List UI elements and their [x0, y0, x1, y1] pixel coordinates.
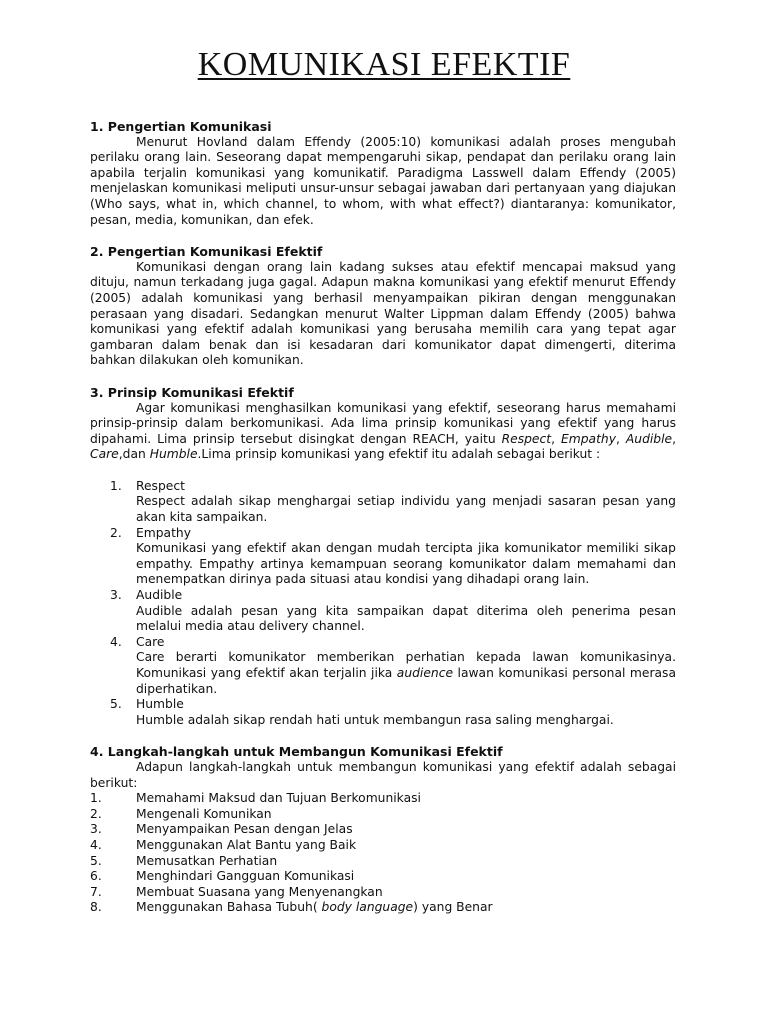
intro-text: .Lima prinsip komunikasi yang efektif itu adalah sebagai berikut :	[197, 447, 601, 462]
step-text: Mengenali Komunikan	[136, 806, 272, 821]
section-heading: 2. Pengertian Komunikasi Efektif	[90, 244, 323, 260]
term-body-language: body language	[321, 900, 414, 915]
term-humble: Humble	[149, 447, 198, 462]
prinsip-description	[136, 650, 676, 697]
desc-text: lawan komunikasi personal merasa diperhatikan.	[136, 666, 676, 696]
list-item	[90, 807, 676, 823]
list-item	[90, 479, 676, 526]
section-heading: 4. Langkah-langkah untuk Membangun Komunikasi Efektif	[90, 744, 503, 760]
section-pengertian-komunikasi-efektif	[90, 244, 676, 369]
intro-text: Agar komunikasi menghasilkan komunikasi yang efektif, seseorang harus memahami prinsip-prinsip dalam berkomunikasi. Ada lima prinsip komunikasi yang efektif yang harus dipahami. Lima prinsip tersebut disingkat dengan REACH, yaitu	[90, 400, 676, 446]
prinsip-name: Audible	[136, 588, 183, 603]
step-text: ) yang Benar	[413, 900, 493, 915]
list-number: 2.	[90, 806, 102, 821]
section-pengertian-komunikasi	[90, 119, 676, 228]
term-empathy: Empathy	[560, 431, 616, 446]
section-langkah-langkah	[90, 744, 676, 916]
list-number: 3.	[90, 822, 102, 837]
prinsip-name: Respect	[136, 478, 185, 493]
section-heading: 3. Prinsip Komunikasi Efektif	[90, 384, 294, 400]
list-number: 1.	[90, 791, 102, 806]
section-prinsip-komunikasi-efektif	[90, 385, 676, 728]
list-item	[90, 869, 676, 885]
separator: ,	[615, 431, 626, 446]
document-title: KOMUNIKASI EFEKTIF	[197, 46, 571, 83]
prinsip-description: Komunikasi yang efektif akan dengan mudah tercipta jika komunikator memiliki sikap empathy. Empathy artinya kemampuan seorang komunikator dalam memahami dan menempatkan dirinya pada situasi atau kondisi yang dihadapi orang lain.	[136, 541, 676, 587]
list-item	[90, 822, 676, 838]
list-number: 1.	[110, 478, 122, 493]
separator: ,	[551, 431, 561, 446]
section-paragraph: Menurut Hovland dalam Effendy (2005:10) komunikasi adalah proses mengubah perilaku orang lain. Seseorang dapat mempengaruhi sikap, pendapat dan perilaku orang lain apabila terjalin komunikasi yang komunikatif. Paradigma Lasswell dalam Effendy (2005) menjelaskan komunikasi meliputi unsur-unsur sebagai jawaban dari pertanyaan yang diajukan (Who says, what in, which channel, to whom, with what effect?) diantaranya: komunikator, pesan, media, komunikan, dan efek.	[90, 134, 676, 227]
step-text: Membuat Suasana yang Menyenangkan	[136, 884, 383, 899]
list-item	[90, 697, 676, 728]
list-item	[90, 526, 676, 588]
list-number: 8.	[90, 900, 102, 915]
prinsip-list	[90, 479, 676, 729]
prinsip-name: Empathy	[136, 525, 191, 540]
section-paragraph	[90, 401, 676, 463]
step-text: Menggunakan Bahasa Tubuh(	[136, 900, 322, 915]
list-item	[90, 635, 676, 697]
list-number: 2.	[110, 525, 122, 540]
term-care: Care	[90, 447, 119, 462]
step-text: Menghindari Gangguan Komunikasi	[136, 869, 355, 884]
langkah-list	[90, 791, 676, 916]
step-text: Menyampaikan Pesan dengan Jelas	[136, 822, 353, 837]
separator: ,dan	[118, 447, 150, 462]
term-audience: audience	[396, 666, 454, 680]
section-paragraph: Komunikasi dengan orang lain kadang sukses atau efektif mencapai maksud yang dituju, namun terkadang juga gagal. Adapun makna komunikasi yang efektif menurut Effendy (2005) adalah komunikasi yang berhasil menyampaikan pikiran dengan menggunakan perasaan yang disadari. Sedangkan menurut Walter Lippman dalam Effendy (2005) bahwa komunikasi yang efektif adalah komunikasi yang berusaha memilih cara yang tepat agar gambaran dalam benak dan isi kesadaran dari komunikator dapat dimengerti, diterima bahkan dilakukan oleh komunikan.	[90, 259, 676, 368]
step-text: Memahami Maksud dan Tujuan Berkomunikasi	[136, 791, 421, 806]
list-item	[90, 791, 676, 807]
list-item	[90, 900, 676, 916]
prinsip-description: Respect adalah sikap menghargai setiap individu yang menjadi sasaran pesan yang akan kita sampaikan.	[136, 494, 676, 525]
section-paragraph: Adapun langkah-langkah untuk membangun komunikasi yang efektif adalah sebagai berikut:	[90, 759, 676, 790]
list-item	[90, 854, 676, 870]
list-number: 4.	[90, 837, 102, 852]
list-item	[90, 885, 676, 901]
term-respect: Respect	[501, 431, 552, 446]
prinsip-description: Audible adalah pesan yang kita sampaikan dapat diterima oleh penerima pesan melalui media atau delivery channel.	[136, 603, 676, 634]
list-number: 7.	[90, 884, 102, 899]
prinsip-name: Care	[136, 634, 165, 649]
document-body	[90, 119, 676, 932]
prinsip-description: Humble adalah sikap rendah hati untuk membangun rasa saling menghargai.	[136, 712, 614, 727]
section-heading: 1. Pengertian Komunikasi	[90, 119, 272, 134]
list-item	[90, 838, 676, 854]
list-number: 4.	[110, 634, 122, 649]
desc-text: Care berarti komunikator memberikan perhatian kepada lawan komunikasinya. Komunikasi yang efektif akan terjalin jika	[136, 650, 676, 680]
step-text: Memusatkan Perhatian	[136, 853, 278, 868]
step-text: Menggunakan Alat Bantu yang Baik	[136, 837, 357, 852]
list-number: 6.	[90, 869, 102, 884]
list-number: 3.	[110, 588, 122, 603]
separator: ,	[672, 431, 676, 446]
prinsip-name: Humble	[136, 697, 184, 712]
term-audible: Audible	[625, 431, 673, 446]
list-number: 5.	[90, 853, 102, 868]
list-item	[90, 588, 676, 635]
list-number: 5.	[110, 697, 122, 712]
